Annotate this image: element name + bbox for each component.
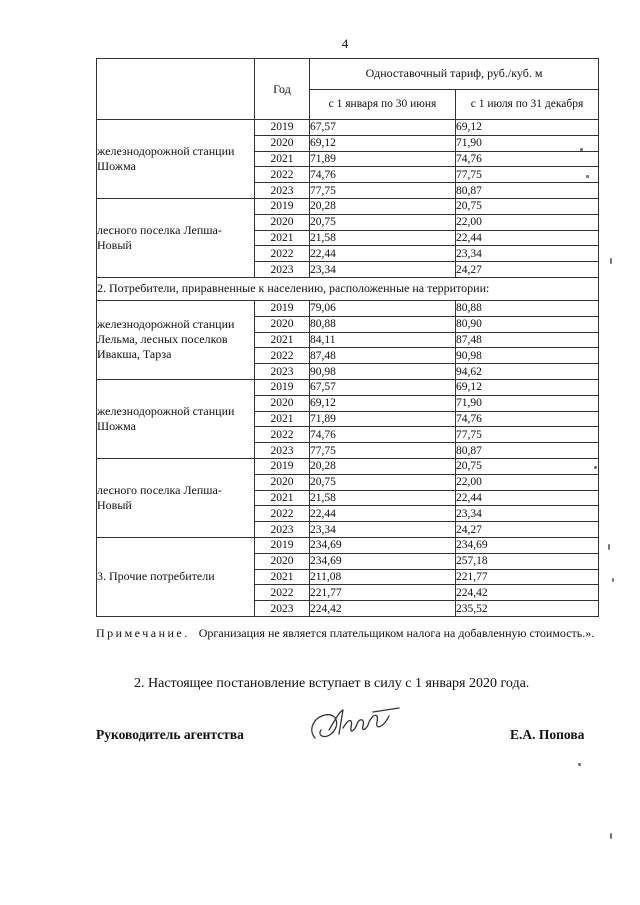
year-cell: 2019 [255, 458, 310, 474]
tariff-h2-cell: 77,75 [456, 427, 599, 443]
tariff-h1-cell: 23,34 [310, 522, 456, 538]
year-cell: 2021 [255, 230, 310, 246]
tariff-h1-cell: 20,75 [310, 214, 456, 230]
tariff-h2-cell: 22,44 [456, 490, 599, 506]
tariff-h1-cell: 74,76 [310, 167, 456, 183]
tariff-h2-cell: 77,75 [456, 167, 599, 183]
tariff-h2-cell: 69,12 [456, 120, 599, 136]
scan-mark [578, 763, 581, 766]
table-row [97, 379, 599, 395]
year-cell: 2019 [255, 379, 310, 395]
header-period-1: с 1 января по 30 июня [310, 89, 456, 120]
tariff-h1-cell: 23,34 [310, 262, 456, 278]
tariff-h1-cell: 69,12 [310, 395, 456, 411]
year-cell: 2019 [255, 198, 310, 214]
year-cell: 2021 [255, 332, 310, 348]
year-cell: 2020 [255, 214, 310, 230]
year-cell: 2019 [255, 120, 310, 136]
page-number: 4 [341, 36, 349, 51]
tariff-h1-cell: 21,58 [310, 490, 456, 506]
scan-mark [608, 544, 610, 550]
tariff-h1-cell: 21,58 [310, 230, 456, 246]
year-cell: 2023 [255, 364, 310, 380]
scan-mark [586, 175, 589, 178]
tariff-h2-cell: 80,87 [456, 443, 599, 459]
year-cell: 2023 [255, 443, 310, 459]
group-1 [97, 120, 599, 199]
scan-mark [580, 148, 583, 151]
tariff-h1-cell: 67,57 [310, 120, 456, 136]
table-row [97, 537, 599, 553]
scan-mark [594, 466, 597, 469]
year-cell: 2022 [255, 246, 310, 262]
tariff-h1-cell: 67,57 [310, 379, 456, 395]
tariff-h2-cell: 74,76 [456, 151, 599, 167]
group-3 [97, 300, 599, 379]
tariff-h1-cell: 69,12 [310, 135, 456, 151]
header-empty-cell [97, 59, 255, 120]
table-row [97, 120, 599, 136]
header-tariff: Одноставочный тариф, руб./куб. м [310, 59, 599, 90]
year-cell: 2023 [255, 522, 310, 538]
header-year: Год [255, 59, 310, 120]
tariff-h2-cell: 80,88 [456, 300, 599, 316]
tariff-h1-cell: 22,44 [310, 506, 456, 522]
tariff-h2-cell: 22,00 [456, 474, 599, 490]
tariff-h1-cell: 20,75 [310, 474, 456, 490]
signature-name: Е.А. Попова [510, 727, 585, 742]
tariff-h2-cell: 69,12 [456, 379, 599, 395]
year-cell: 2021 [255, 490, 310, 506]
year-cell: 2022 [255, 585, 310, 601]
tariff-h1-cell: 87,48 [310, 348, 456, 364]
tariff-h2-cell: 80,87 [456, 183, 599, 199]
tariff-h2-cell: 90,98 [456, 348, 599, 364]
year-cell: 2022 [255, 348, 310, 364]
consumer-group-name: лесного поселка Лепша-Новый [97, 198, 255, 277]
decree-text: 2. Настоящее постановление вступает в силу с 1 января 2020 года. [134, 676, 530, 691]
tariff-h2-cell: 71,90 [456, 395, 599, 411]
section-heading: 2. Потребители, приравненные к населению, расположенные на территории: [97, 277, 599, 300]
tariff-h2-cell: 221,77 [456, 569, 599, 585]
consumer-group-name: железнодорожной станции Шожма [97, 120, 255, 199]
tariff-h2-cell: 87,48 [456, 332, 599, 348]
group-4 [97, 379, 599, 458]
tariff-h1-cell: 74,76 [310, 427, 456, 443]
header-period-2: с 1 июля по 31 декабря [456, 89, 599, 120]
consumer-group-name: железнодорожной станции Лельма, лесных поселков Ивакша, Тарза [97, 300, 255, 379]
year-cell: 2023 [255, 183, 310, 199]
group-5 [97, 458, 599, 537]
tariff-h1-cell: 22,44 [310, 246, 456, 262]
tariff-h1-cell: 80,88 [310, 316, 456, 332]
scan-mark [610, 258, 612, 264]
year-cell: 2022 [255, 506, 310, 522]
year-cell: 2019 [255, 537, 310, 553]
tariff-h2-cell: 257,18 [456, 553, 599, 569]
tariff-h1-cell: 79,06 [310, 300, 456, 316]
group-2 [97, 198, 599, 277]
tariff-h1-cell: 234,69 [310, 537, 456, 553]
scan-mark [610, 833, 612, 839]
tariff-h1-cell: 234,69 [310, 553, 456, 569]
tariff-h1-cell: 211,08 [310, 569, 456, 585]
consumer-group-name: лесного поселка Лепша-Новый [97, 458, 255, 537]
tariff-h1-cell: 84,11 [310, 332, 456, 348]
signature-title: Руководитель агентства [96, 727, 244, 742]
year-cell: 2020 [255, 316, 310, 332]
table-row [97, 198, 599, 214]
tariff-h2-cell: 23,34 [456, 506, 599, 522]
tariff-h1-cell: 90,98 [310, 364, 456, 380]
tariff-h1-cell: 224,42 [310, 601, 456, 617]
year-cell: 2023 [255, 262, 310, 278]
tariff-h2-cell: 20,75 [456, 198, 599, 214]
note [96, 626, 599, 641]
tariff-h2-cell: 234,69 [456, 537, 599, 553]
tariff-h2-cell: 94,62 [456, 364, 599, 380]
tariff-h2-cell: 71,90 [456, 135, 599, 151]
consumer-group-name: железнодорожной станции Шожма [97, 379, 255, 458]
tariff-h1-cell: 77,75 [310, 183, 456, 199]
year-cell: 2020 [255, 474, 310, 490]
year-cell: 2021 [255, 569, 310, 585]
section-2 [97, 277, 599, 300]
year-cell: 2019 [255, 300, 310, 316]
tariff-h2-cell: 22,44 [456, 230, 599, 246]
tariff-h1-cell: 20,28 [310, 198, 456, 214]
tariff-h2-cell: 24,27 [456, 262, 599, 278]
table-row [97, 300, 599, 316]
tariff-h1-cell: 20,28 [310, 458, 456, 474]
scan-mark [612, 578, 614, 582]
tariff-h2-cell: 224,42 [456, 585, 599, 601]
tariff-h2-cell: 80,90 [456, 316, 599, 332]
note-label: Примечание. [96, 626, 190, 640]
year-cell: 2020 [255, 135, 310, 151]
tariff-h2-cell: 20,75 [456, 458, 599, 474]
tariff-h1-cell: 71,89 [310, 411, 456, 427]
tariff-h2-cell: 22,00 [456, 214, 599, 230]
year-cell: 2021 [255, 411, 310, 427]
tariff-h2-cell: 74,76 [456, 411, 599, 427]
consumer-group-name: 3. Прочие потребители [97, 537, 255, 616]
tariff-h1-cell: 77,75 [310, 443, 456, 459]
year-cell: 2020 [255, 395, 310, 411]
tariff-h1-cell: 221,77 [310, 585, 456, 601]
tariff-h2-cell: 235,52 [456, 601, 599, 617]
handwritten-signature [303, 700, 413, 750]
tariff-h1-cell: 71,89 [310, 151, 456, 167]
year-cell: 2022 [255, 427, 310, 443]
tariff-table [96, 58, 599, 617]
year-cell: 2023 [255, 601, 310, 617]
table-row [97, 458, 599, 474]
group-6 [97, 537, 599, 616]
year-cell: 2022 [255, 167, 310, 183]
year-cell: 2020 [255, 553, 310, 569]
year-cell: 2021 [255, 151, 310, 167]
note-text: Организация не является плательщиком налога на добавленную стоимость.». [198, 626, 595, 640]
tariff-h2-cell: 24,27 [456, 522, 599, 538]
tariff-h2-cell: 23,34 [456, 246, 599, 262]
